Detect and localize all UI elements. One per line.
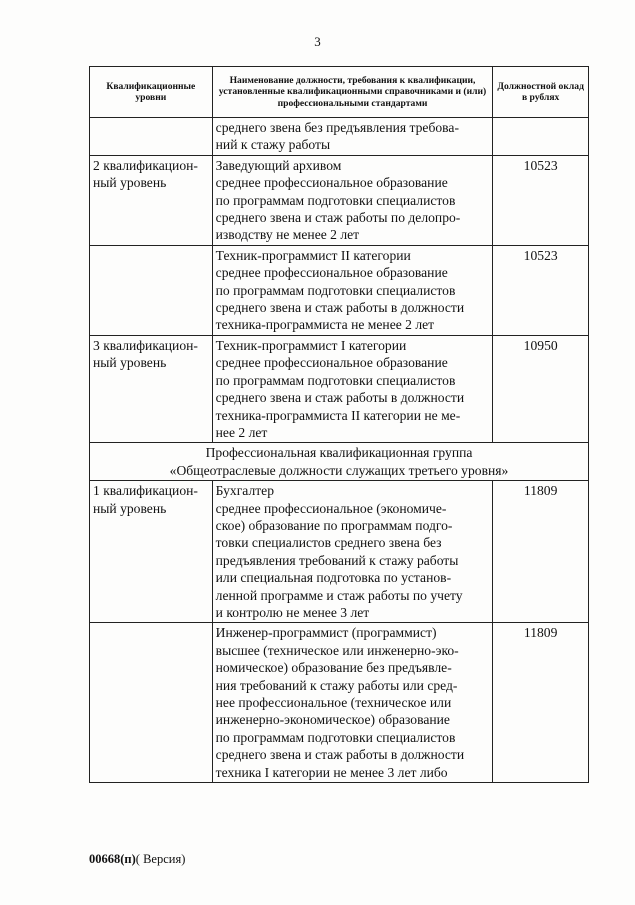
requirement-line: по программам подготовки специалистов [215, 282, 456, 298]
requirement-line: среднее профессиональное образование [215, 265, 448, 281]
cell-salary: 11809 [493, 481, 589, 623]
group-heading [90, 443, 589, 481]
requirement-line: среднего звена и стаж работы по делопро- [215, 210, 461, 226]
position-title: Заведующий архивом [215, 157, 342, 173]
cell-continuation [212, 118, 493, 156]
cell-qualification-level [90, 623, 213, 783]
requirement-line: среднее профессиональное образование [215, 355, 448, 371]
requirement-line: и контролю не менее 3 лет [215, 604, 370, 620]
table-row [90, 335, 589, 442]
cell-position-requirements [212, 481, 493, 623]
page-number: 3 [314, 34, 321, 49]
group-heading-row [90, 443, 589, 481]
qualification-level-line: ный уровень [93, 175, 167, 191]
cell-position-requirements [212, 245, 493, 335]
table-row [90, 155, 589, 245]
cell-qualification-level [90, 481, 213, 623]
position-title: Бухгалтер [215, 483, 275, 499]
requirement-line: изводству не менее 2 лет [215, 227, 360, 243]
requirement-line: нее 2 лет [215, 424, 268, 440]
requirement-line: техника-программиста не менее 2 лет [215, 317, 435, 333]
qualification-level-line: ный уровень [93, 355, 167, 371]
requirement-line: среднего звена и стаж работы в должности [215, 747, 465, 763]
cell-level [90, 118, 213, 156]
document-version: ( Версия) [135, 852, 186, 866]
position-title: Техник-программист I категории [215, 337, 407, 353]
cell-salary: 11809 [493, 623, 589, 783]
requirement-line: по программам подготовки специалистов [215, 372, 456, 388]
qualification-level-line: 1 квалификацион- [93, 483, 198, 499]
group-heading-line: Профессиональная квалификационная группа [205, 445, 473, 461]
header-position: Наименование должности, требования к квалификации, установленные квалификационными справочниками и (или) профессиональными стандартами [212, 67, 493, 118]
cell-salary: 10523 [493, 155, 589, 245]
requirement-line: ское) образование по программам подго- [215, 517, 453, 533]
cell-salary: 10523 [493, 245, 589, 335]
position-title: Техник-программист II категории [215, 247, 411, 263]
cell-position-requirements [212, 155, 493, 245]
position-title: Инженер-программист (программист) [215, 625, 437, 641]
cell-salary [493, 118, 589, 156]
requirement-line: товки специалистов среднего звена без [215, 535, 442, 551]
requirement-line: техника I категории не менее 3 лет либо [215, 764, 448, 780]
cell-position-requirements [212, 335, 493, 442]
requirement-line: нее профессиональное (техническое или [215, 695, 452, 710]
requirement-line: среднего звена и стаж работы в должности [215, 390, 465, 406]
table-header-row [90, 67, 589, 118]
requirement-line: среднее профессиональное (экономиче- [215, 500, 447, 516]
requirement-line: высшее (техническое или инженерно-эко- [215, 642, 459, 658]
requirement-line: номическое) образование без предъявле- [215, 660, 452, 676]
document-code: 00668(п) [89, 852, 136, 866]
continuation-line: ний к стажу работы [215, 137, 331, 153]
continuation-line: среднего звена без предъявления требова- [215, 120, 459, 135]
requirement-line: предъявления требований к стажу работы [215, 552, 459, 568]
table-row-continuation [90, 118, 589, 156]
qualification-level-line: 3 квалификацион- [93, 337, 198, 353]
requirement-line: среднее профессиональное образование [215, 175, 448, 191]
cell-qualification-level [90, 245, 213, 335]
qualification-level-line: 2 квалификацион- [93, 157, 198, 173]
cell-salary: 10950 [493, 335, 589, 442]
table-row [90, 623, 589, 783]
cell-qualification-level [90, 335, 213, 442]
requirement-line: ленной программе и стаж работы по учету [215, 587, 463, 603]
requirement-line: инженерно-экономическое) образование [215, 712, 450, 728]
header-level: Квалификационные уровни [90, 67, 213, 118]
cell-qualification-level [90, 155, 213, 245]
salary-table [89, 66, 589, 783]
requirement-line: техника-программиста II категории не ме- [215, 407, 461, 423]
group-heading-line: «Общеотраслевые должности служащих третьего уровня» [169, 462, 509, 478]
table-row [90, 245, 589, 335]
table-body [90, 118, 589, 783]
cell-position-requirements [212, 623, 493, 783]
qualification-level-line: ный уровень [93, 500, 167, 516]
document-footer [89, 852, 185, 867]
requirement-line: среднего звена и стаж работы в должности [215, 300, 465, 316]
header-salary: Должностной оклад в рублях [493, 67, 589, 118]
requirement-line: по программам подготовки специалистов [215, 192, 456, 208]
table-row [90, 481, 589, 623]
requirement-line: по программам подготовки специалистов [215, 729, 456, 745]
requirement-line: или специальная подготовка по установ- [215, 570, 452, 586]
requirement-line: ния требований к стажу работы или сред- [215, 677, 458, 693]
